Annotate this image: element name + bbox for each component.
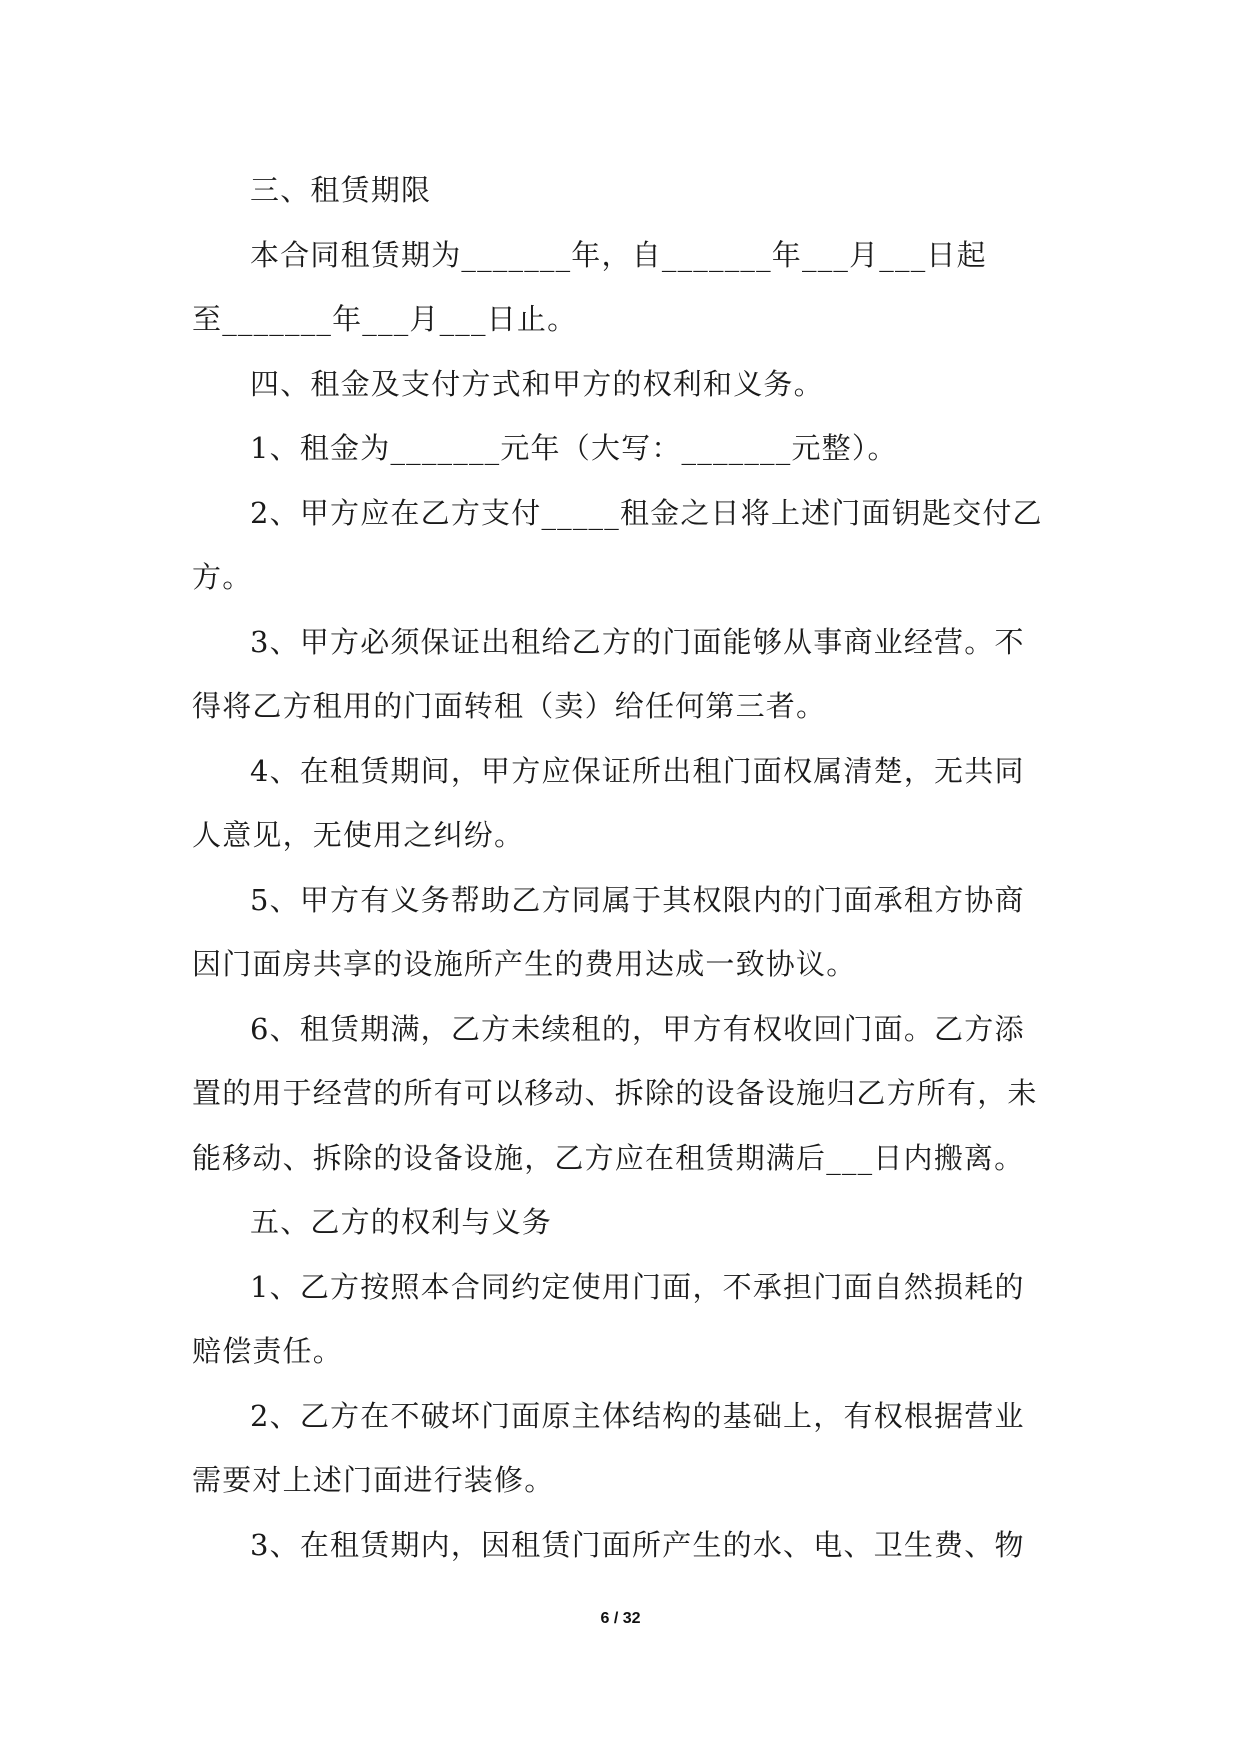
paragraph-line: 3、在租赁期内，因租赁门面所产生的水、电、卫生费、物 <box>250 1527 1025 1562</box>
paragraph-line: 2、乙方在不破坏门面原主体结构的基础上，有权根据营业 <box>250 1398 1025 1433</box>
paragraph-line: 6、租赁期满，乙方未续租的，甲方有权收回门面。乙方添 <box>250 1011 1025 1046</box>
paragraph-line: 2、甲方应在乙方支付_____租金之日将上述门面钥匙交付乙 <box>250 495 1043 530</box>
paragraph-line: 因门面房共享的设施所产生的费用达成一致协议。 <box>192 947 857 981</box>
paragraph-line: 本合同租赁期为_______年，自_______年___月___日起 <box>250 237 987 272</box>
section-heading-lease-term: 三、租赁期限 <box>250 173 432 207</box>
paragraph-line: 3、甲方必须保证出租给乙方的门面能够从事商业经营。不 <box>250 624 1025 659</box>
section-heading-rent-payment: 四、租金及支付方式和甲方的权利和义务。 <box>250 366 824 401</box>
paragraph-line: 需要对上述门面进行装修。 <box>192 1463 555 1497</box>
paragraph-line: 人意见，无使用之纠纷。 <box>192 818 525 852</box>
page-number: 6 / 32 <box>600 1610 641 1627</box>
paragraph-line: 4、在租赁期间，甲方应保证所出租门面权属清楚，无共同 <box>250 753 1025 788</box>
paragraph-line: 得将乙方租用的门面转租（卖）给任何第三者。 <box>192 689 827 723</box>
paragraph-line: 1、乙方按照本合同约定使用门面，不承担门面自然损耗的 <box>250 1269 1025 1304</box>
document-body <box>192 158 1060 1577</box>
paragraph-line: 能移动、拆除的设备设施，乙方应在租赁期满后___日内搬离。 <box>192 1140 1025 1175</box>
paragraph-line: 至_______年___月___日止。 <box>192 302 578 336</box>
paragraph-line: 赔偿责任。 <box>192 1334 344 1368</box>
paragraph-line: 置的用于经营的所有可以移动、拆除的设备设施归乙方所有，未 <box>192 1076 1038 1110</box>
paragraph-line: 1、租金为_______元年（大写：_______元整）。 <box>250 431 898 465</box>
paragraph-line: 方。 <box>192 560 253 594</box>
section-heading-tenant-rights: 五、乙方的权利与义务 <box>250 1205 553 1239</box>
paragraph-line: 5、甲方有义务帮助乙方同属于其权限内的门面承租方协商 <box>250 882 1025 917</box>
